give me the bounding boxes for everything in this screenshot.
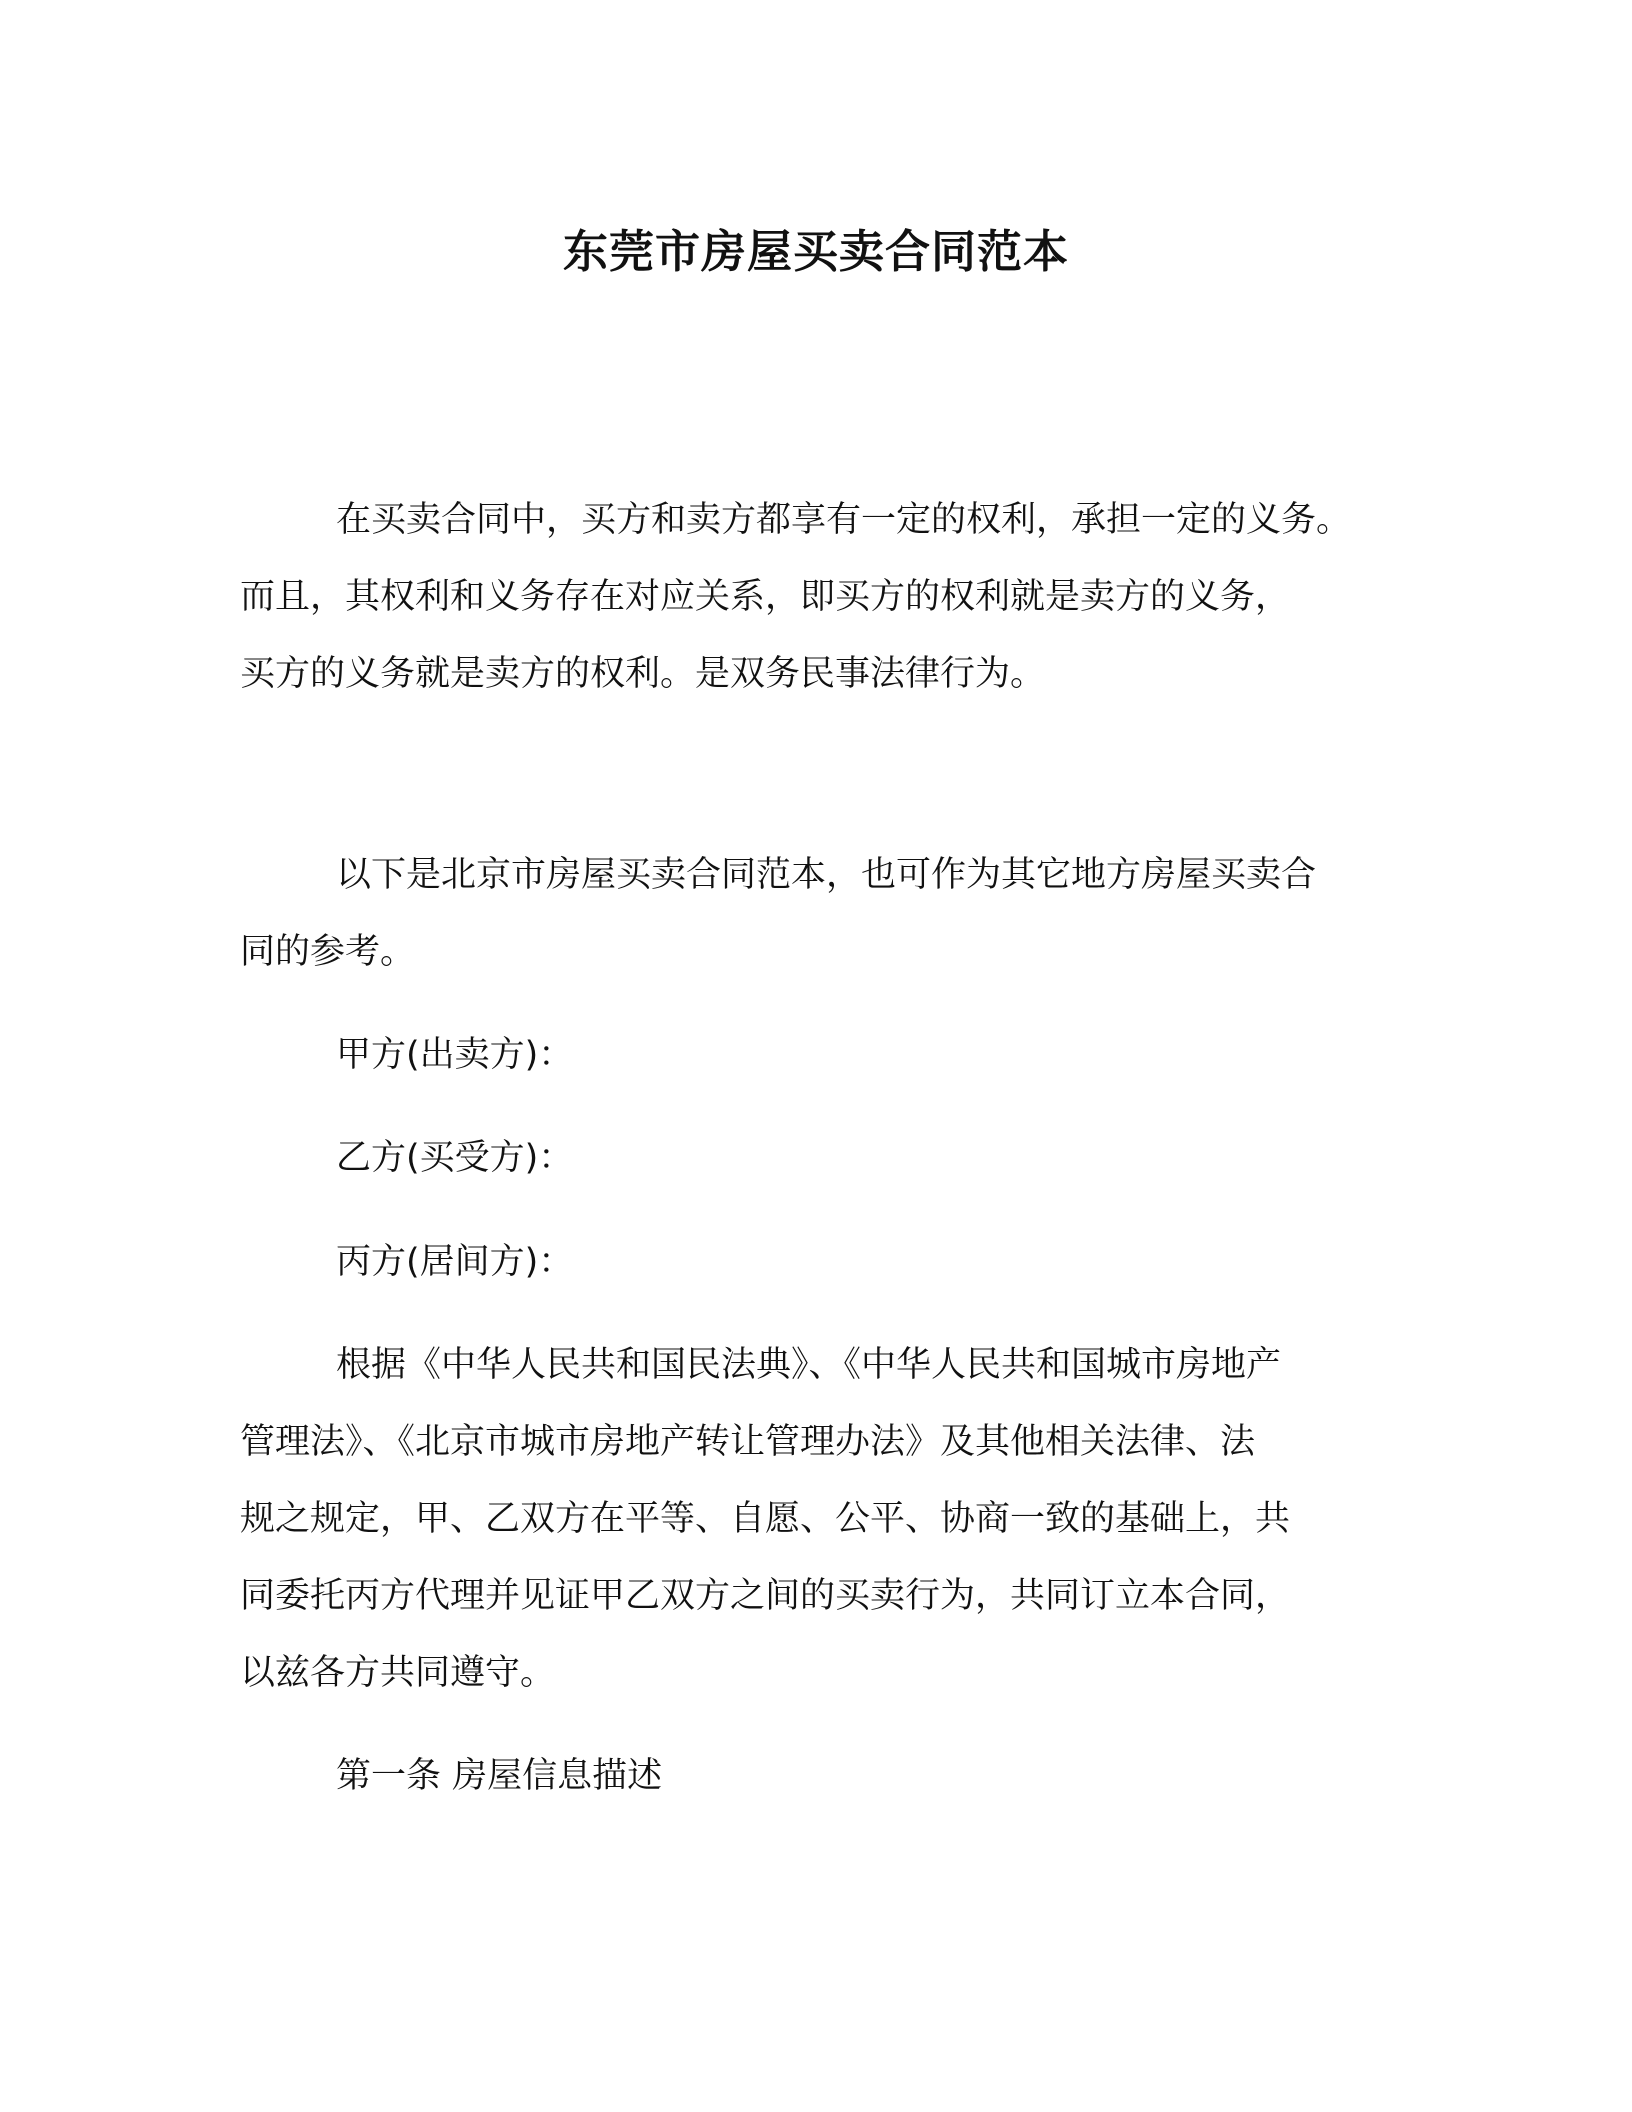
party-a-line: 甲方(出卖方)： (336, 1035, 574, 1075)
basis-line: 根据《中华人民共和国民法典》、《中华人民共和国城市房地产 (336, 1345, 1282, 1385)
article-1-heading: 第一条 房屋信息描述 (336, 1756, 663, 1796)
intro-line: 买方的义务就是卖方的权利。是双务民事法律行为。 (240, 654, 1046, 694)
intro-paragraph (240, 482, 1400, 713)
intro-line: 而且，其权利和义务存在对应关系，即买方的权利就是卖方的义务， (240, 577, 1291, 617)
party-c-line: 丙方(居间方)： (336, 1242, 574, 1282)
reference-line: 同的参考。 (240, 932, 416, 972)
basis-line: 以兹各方共同遵守。 (240, 1653, 556, 1693)
reference-paragraph (240, 837, 1400, 991)
reference-line: 以下是北京市房屋买卖合同范本，也可作为其它地方房屋买卖合 (336, 855, 1317, 895)
basis-line: 规之规定，甲、乙双方在平等、自愿、公平、协商一致的基础上，共 (240, 1499, 1291, 1539)
intro-line: 在买卖合同中，买方和卖方都享有一定的权利，承担一定的义务。 (336, 500, 1352, 540)
party-b-line: 乙方(买受方)： (336, 1138, 574, 1178)
legal-basis-paragraph (240, 1327, 1400, 1712)
basis-line: 管理法》、《北京市城市房地产转让管理办法》及其他相关法律、法 (240, 1422, 1256, 1462)
document-title: 东莞市房屋买卖合同范本 (562, 225, 1069, 278)
basis-line: 同委托丙方代理并见证甲乙双方之间的买卖行为，共同订立本合同， (240, 1576, 1291, 1616)
